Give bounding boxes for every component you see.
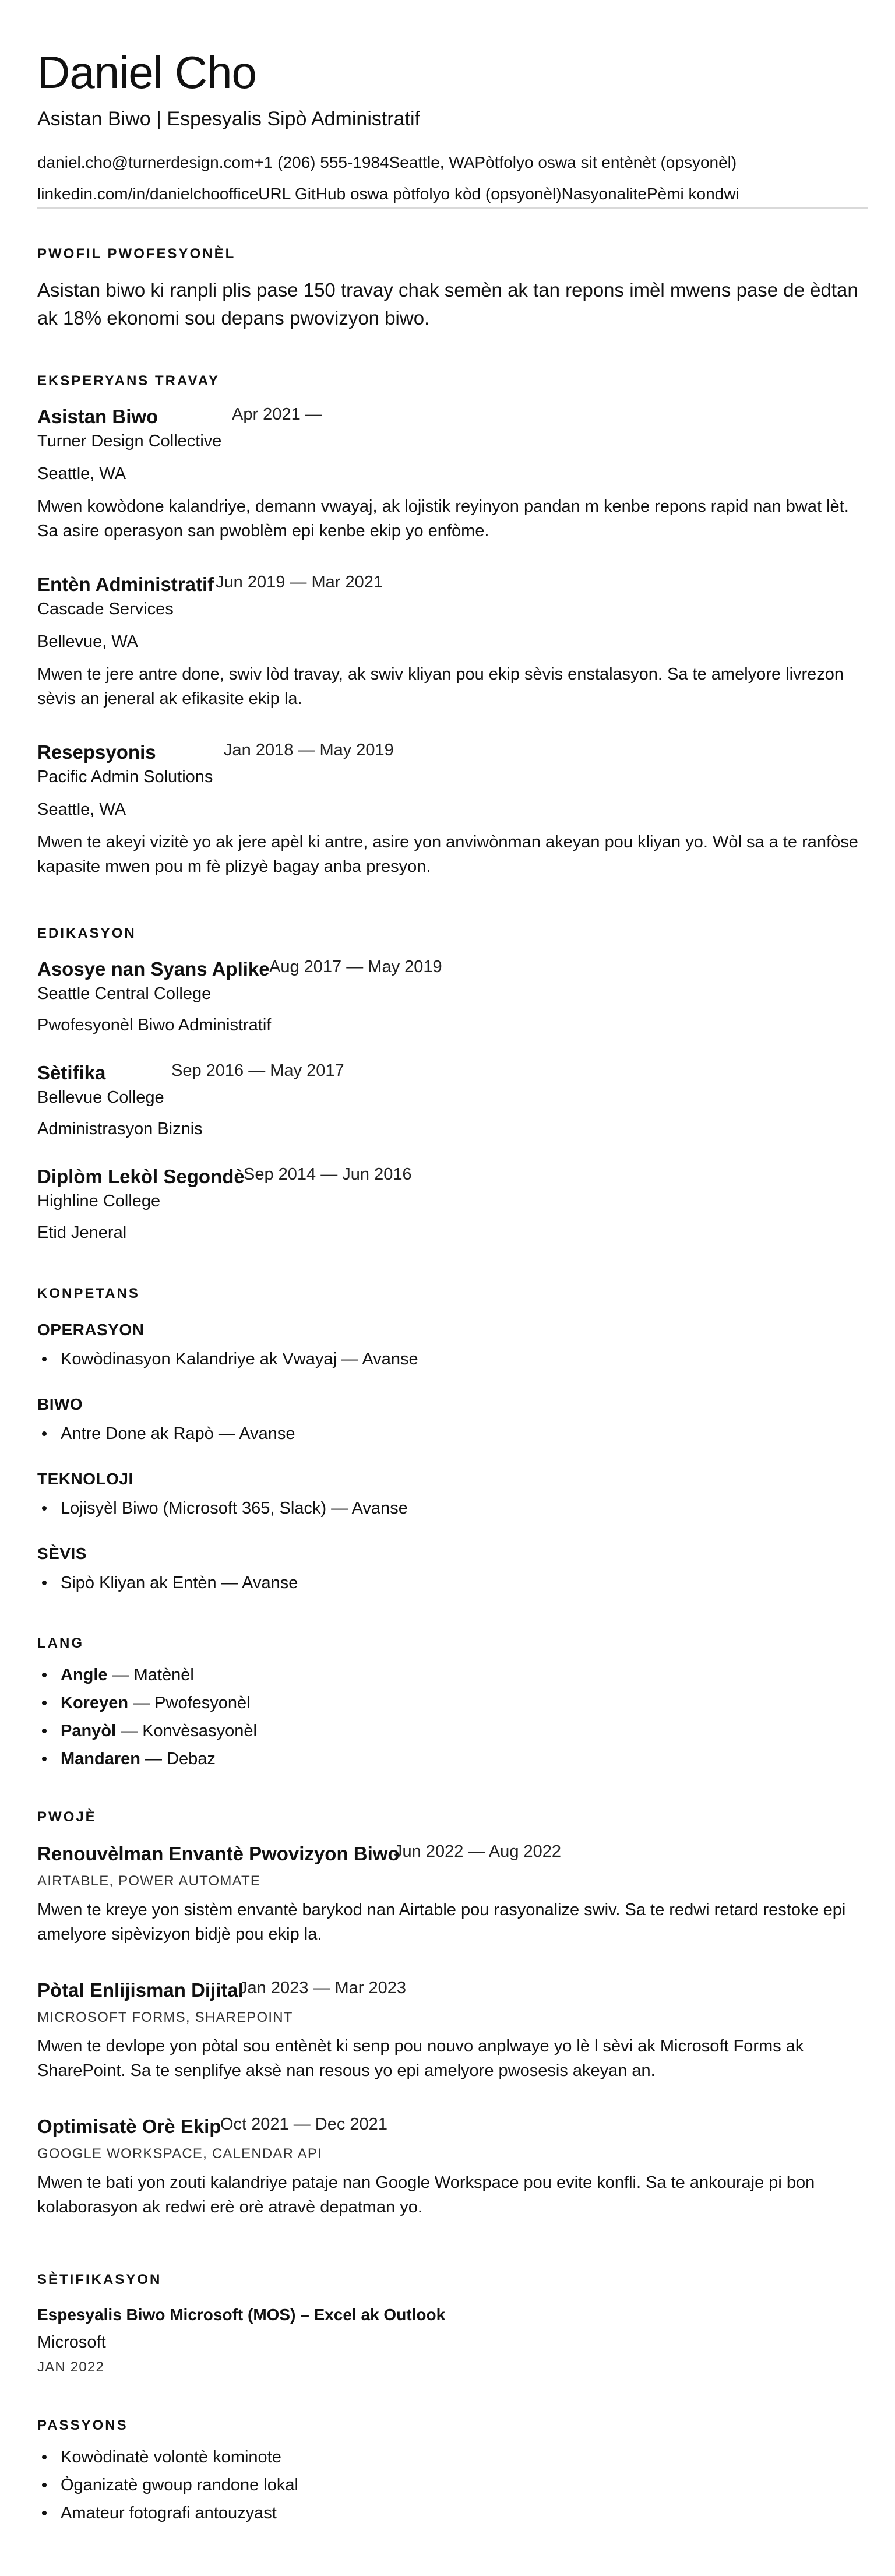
job-title: Entèn Administratif — [37, 573, 214, 595]
language-level: — Pwofesyonèl — [128, 1694, 251, 1712]
skill-group-name: BIWO — [37, 1395, 83, 1413]
contact-nationality: Nasyonalite — [561, 185, 647, 203]
contact-location: Seattle, WA — [389, 153, 475, 171]
interest-list — [37, 2443, 298, 2527]
job-company: Pacific Admin Solutions — [37, 768, 213, 786]
skill-group-name: TEKNOLOJI — [37, 1470, 133, 1488]
degree-title: Sètifika — [37, 1062, 106, 1083]
job-dates: Apr 2021 — — [232, 405, 322, 424]
contact-row-1 — [37, 153, 737, 173]
job-location: Seattle, WA — [37, 800, 126, 819]
job-description: Mwen te jere antre done, swiv lòd travay, ak swiv kliyan pou ekip sèvis enstalasyon. Sa te amelyore livrezon sèvis an jeneral ak efikasite ekip la. — [37, 665, 844, 708]
school-name: Seattle Central College — [37, 984, 212, 1003]
interest-item: Òganizatè gwoup randone lokal — [37, 2471, 298, 2499]
education-dates: Sep 2014 — Jun 2016 — [244, 1165, 412, 1184]
job-description: Mwen kowòdone kalandriye, demann vwayaj, ak lojistik reyinyon pandan m kenbe repons rapid nan bwat lèt. Sa asire operasyon san pwoblèm epi kenbe ekip yo enfòme. — [37, 497, 849, 540]
candidate-headline: Asistan Biwo | Espesyalis Sipò Administratif — [37, 108, 420, 130]
skill-list — [37, 1569, 298, 1597]
language-item — [37, 1717, 257, 1745]
job-company: Cascade Services — [37, 600, 174, 618]
job-title: Asistan Biwo — [37, 406, 158, 427]
language-item — [37, 1661, 257, 1689]
skill-list — [37, 1420, 295, 1448]
job-location: Seattle, WA — [37, 464, 126, 483]
field-of-study: Etid Jeneral — [37, 1223, 127, 1242]
skill-group-name: SÈVIS — [37, 1544, 87, 1563]
interest-item: Kowòdinatè volontè kominote — [37, 2443, 298, 2471]
job-location: Bellevue, WA — [37, 632, 138, 651]
section-title-summary: PWOFIL PWOFESYONÈL — [37, 246, 236, 262]
section-title-interests: PASSYONS — [37, 2417, 128, 2433]
certification-date: JAN 2022 — [37, 2359, 104, 2375]
contact-row-2 — [37, 184, 739, 204]
contact-github[interactable]: GitHub oswa pòtfolyo kòd (opsyonèl) — [290, 185, 562, 203]
school-name: Bellevue College — [37, 1088, 164, 1107]
school-name: Highline College — [37, 1192, 161, 1210]
skill-list — [37, 1345, 418, 1373]
skill-group-name: OPERASYON — [37, 1321, 145, 1339]
contact-drivers-license: Pèmi kondwi — [646, 185, 739, 203]
education-dates: Aug 2017 — May 2019 — [269, 958, 442, 976]
project-name: Optimisatè Orè Ekip — [37, 2116, 221, 2137]
language-name: Panyòl — [61, 1722, 117, 1740]
project-name: Pòtal Enlijisman Dijital — [37, 1979, 244, 2001]
section-title-experience: EKSPERYANS TRAVAY — [37, 373, 220, 389]
skill-item: Lojisyèl Biwo (Microsoft 365, Slack) — Avanse — [37, 1494, 408, 1522]
language-level: — Matènèl — [107, 1666, 194, 1684]
language-name: Mandaren — [61, 1750, 140, 1768]
language-name: Koreyen — [61, 1694, 129, 1712]
job-dates: Jan 2018 — May 2019 — [224, 741, 394, 759]
field-of-study: Administrasyon Biznis — [37, 1120, 203, 1138]
project-dates: Jan 2023 — Mar 2023 — [239, 1979, 406, 1997]
header-divider — [37, 207, 868, 209]
project-description: Mwen te bati yon zouti kalandriye pataje nan Google Workspace pou evite konfli. Sa te ankouraje pi bon kolaborasyon ak redwi erè orè atravè depatman yo. — [37, 2173, 815, 2216]
language-name: Angle — [61, 1666, 108, 1684]
section-title-languages: LANG — [37, 1635, 84, 1651]
degree-title: Diplòm Lekòl Segondè — [37, 1166, 245, 1187]
job-description: Mwen te akeyi vizitè yo ak jere apèl ki antre, asire yon anviwònman akeyan pou kliyan yo. Wòl sa a te ranfòse kapasite mwen pou m fè plizyè bagay anba presyon. — [37, 833, 858, 876]
project-tech: GOOGLE WORKSPACE, CALENDAR API — [37, 2146, 322, 2162]
language-item — [37, 1689, 257, 1717]
project-tech: AIRTABLE, POWER AUTOMATE — [37, 1873, 261, 1889]
summary-text: Asistan biwo ki ranpli plis pase 150 travay chak semèn ak tan repons imèl mwens pase de èdtan ak 18% ekonomi sou depans pwovizyon biwo. — [37, 279, 858, 329]
interest-item: Amateur fotografi antouzyast — [37, 2499, 298, 2527]
field-of-study: Pwofesyonèl Biwo Administratif — [37, 1016, 272, 1034]
project-name: Renouvèlman Envantè Pwovizyon Biwo — [37, 1843, 400, 1864]
project-description: Mwen te devlope yon pòtal sou entènèt ki senp pou nouvo anplwaye yo lè l sèvi ak Microsoft Forms ak SharePoint. Sa te senplifye aksè nan resous yo epi amelyore pwosesis akeyan an. — [37, 2037, 804, 2080]
skill-item: Sipò Kliyan ak Entèn — Avanse — [37, 1569, 298, 1597]
skill-item: Antre Done ak Rapò — Avanse — [37, 1420, 295, 1448]
section-title-certifications: SÈTIFIKASYON — [37, 2272, 162, 2288]
project-tech: MICROSOFT FORMS, SHAREPOINT — [37, 2010, 293, 2025]
contact-email[interactable]: daniel.cho@turnerdesign.com — [37, 153, 255, 171]
contact-linkedin[interactable]: linkedin.com/in/danielchoofficeURL — [37, 185, 291, 203]
candidate-name: Daniel Cho — [37, 47, 256, 98]
section-title-skills: KONPETANS — [37, 1286, 140, 1301]
certification-name: Espesyalis Biwo Microsoft (MOS) – Excel ak Outlook — [37, 2306, 446, 2324]
project-dates: Jun 2022 — Aug 2022 — [394, 1842, 562, 1861]
section-title-education: EDIKASYON — [37, 925, 136, 941]
contact-phone[interactable]: +1 (206) 555-1984 — [254, 153, 389, 171]
skill-item: Kowòdinasyon Kalandriye ak Vwayaj — Avanse — [37, 1345, 418, 1373]
education-dates: Sep 2016 — May 2017 — [171, 1061, 344, 1080]
contact-portfolio[interactable]: Pòtfolyo oswa sit entènèt (opsyonèl) — [474, 153, 737, 171]
job-company: Turner Design Collective — [37, 432, 222, 451]
certification-issuer: Microsoft — [37, 2333, 106, 2352]
job-title: Resepsyonis — [37, 741, 156, 763]
language-item — [37, 1745, 257, 1773]
project-description: Mwen te kreye yon sistèm envantè barykod nan Airtable pou rasyonalize swiv. Sa te redwi retard restoke epi amelyore sipèvizyon bidjè pou ekip la. — [37, 1901, 846, 1944]
skill-list — [37, 1494, 408, 1522]
project-dates: Oct 2021 — Dec 2021 — [220, 2115, 387, 2134]
language-level: — Konvèsasyonèl — [116, 1722, 257, 1740]
section-title-projects: PWOJÈ — [37, 1809, 97, 1825]
degree-title: Asosye nan Syans Aplike — [37, 958, 270, 980]
language-level: — Debaz — [140, 1750, 216, 1768]
job-dates: Jun 2019 — Mar 2021 — [216, 573, 383, 592]
language-list — [37, 1661, 257, 1773]
